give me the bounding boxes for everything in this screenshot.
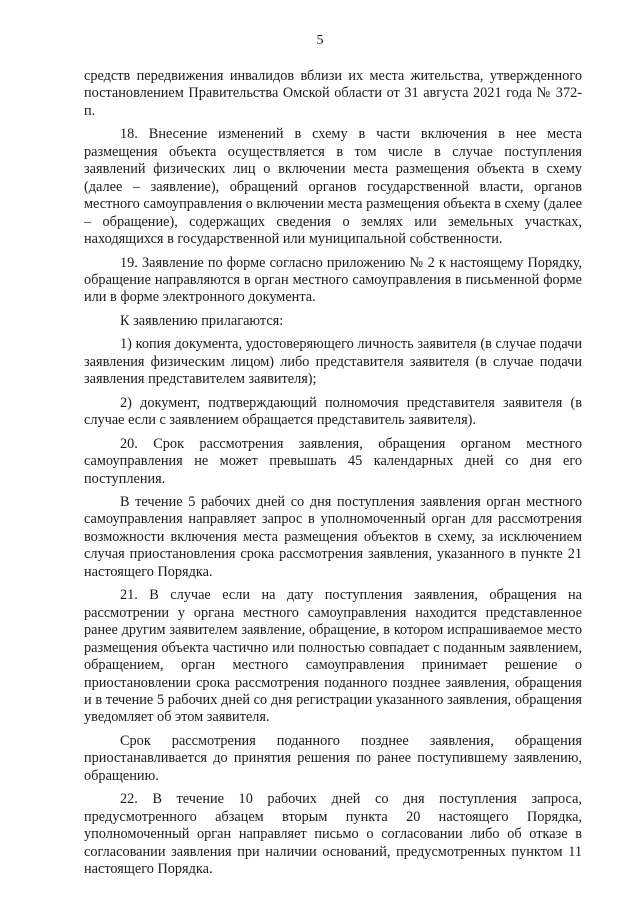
paragraph-item-18: 18. Внесение изменений в схему в части включения в нее места размещения объекта осуществляется в том числе в случае поступления заявлений физических лиц о включении места размещения объекта в схему (далее – заявление), обращений органов государственной власти, органов местного самоуправления о включении места размещения объекта в схему (далее – обращение), содержащих сведения о землях или земельных участках, находящихся в государственной или муниципальной собственности. — [84, 126, 582, 248]
paragraph-item-20-part-2: В течение 5 рабочих дней со дня поступления заявления орган местного самоуправления направляет запрос в уполномоченный орган для рассмотрения возможности включения места размещения объектов в схему, за исключением случая приостановления срока рассмотрения заявления, указанного в пункте 21 настоящего Порядка. — [84, 493, 582, 580]
paragraph-item-22: 22. В течение 10 рабочих дней со дня поступления запроса, предусмотренного абзацем вторым пункта 20 настоящего Порядка, уполномоченный орган направляет письмо о согласовании либо об отказе в согласовании заявления при наличии оснований, предусмотренных пунктом 11 настоящего Порядка. — [84, 791, 582, 878]
paragraph-item-21: 21. В случае если на дату поступления заявления, обращения на рассмотрении у органа местного самоуправления находится представленное ранее другим заявителем заявление, обращение, в котором испрашиваемое место размещения объекта частично или полностью совпадает с поданным заявлением, обращением, орган местного самоуправления принимает решение о приостановлении срока рассмотрения поданного позднее заявления, обращения и в течение 5 рабочих дней со дня регистрации указанного заявления, обращения уведомляет об этом заявителя. — [84, 587, 582, 726]
paragraph-item-20: 20. Срок рассмотрения заявления, обращения органом местного самоуправления не может превышать 45 календарных дней со дня его поступления. — [84, 435, 582, 487]
paragraph-attachment-2: 2) документ, подтверждающий полномочия представителя заявителя (в случае если с заявлением обращается представитель заявителя). — [84, 394, 582, 429]
document-body — [84, 68, 582, 878]
paragraph-item-21-part-2: Срок рассмотрения поданного позднее заявления, обращения приостанавливается до принятия решения по ранее поступившему заявлению, обращению. — [84, 732, 582, 784]
paragraph-continuation: средств передвижения инвалидов вблизи их места жительства, утвержденного постановлением Правительства Омской области от 31 августа 2021 года № 372-п. — [84, 68, 582, 119]
page-number: 5 — [316, 33, 324, 48]
paragraph-item-19: 19. Заявление по форме согласно приложению № 2 к настоящему Порядку, обращение направляются в орган местного самоуправления в письменной форме или в форме электронного документа. — [84, 254, 582, 306]
paragraph-attachment-1: 1) копия документа, удостоверяющего личность заявителя (в случае подачи заявления физическим лицом) либо представителя заявителя (в случае подачи заявления представителем заявителя); — [84, 336, 582, 388]
paragraph-attachments-intro: К заявлению прилагаются: — [120, 312, 284, 329]
